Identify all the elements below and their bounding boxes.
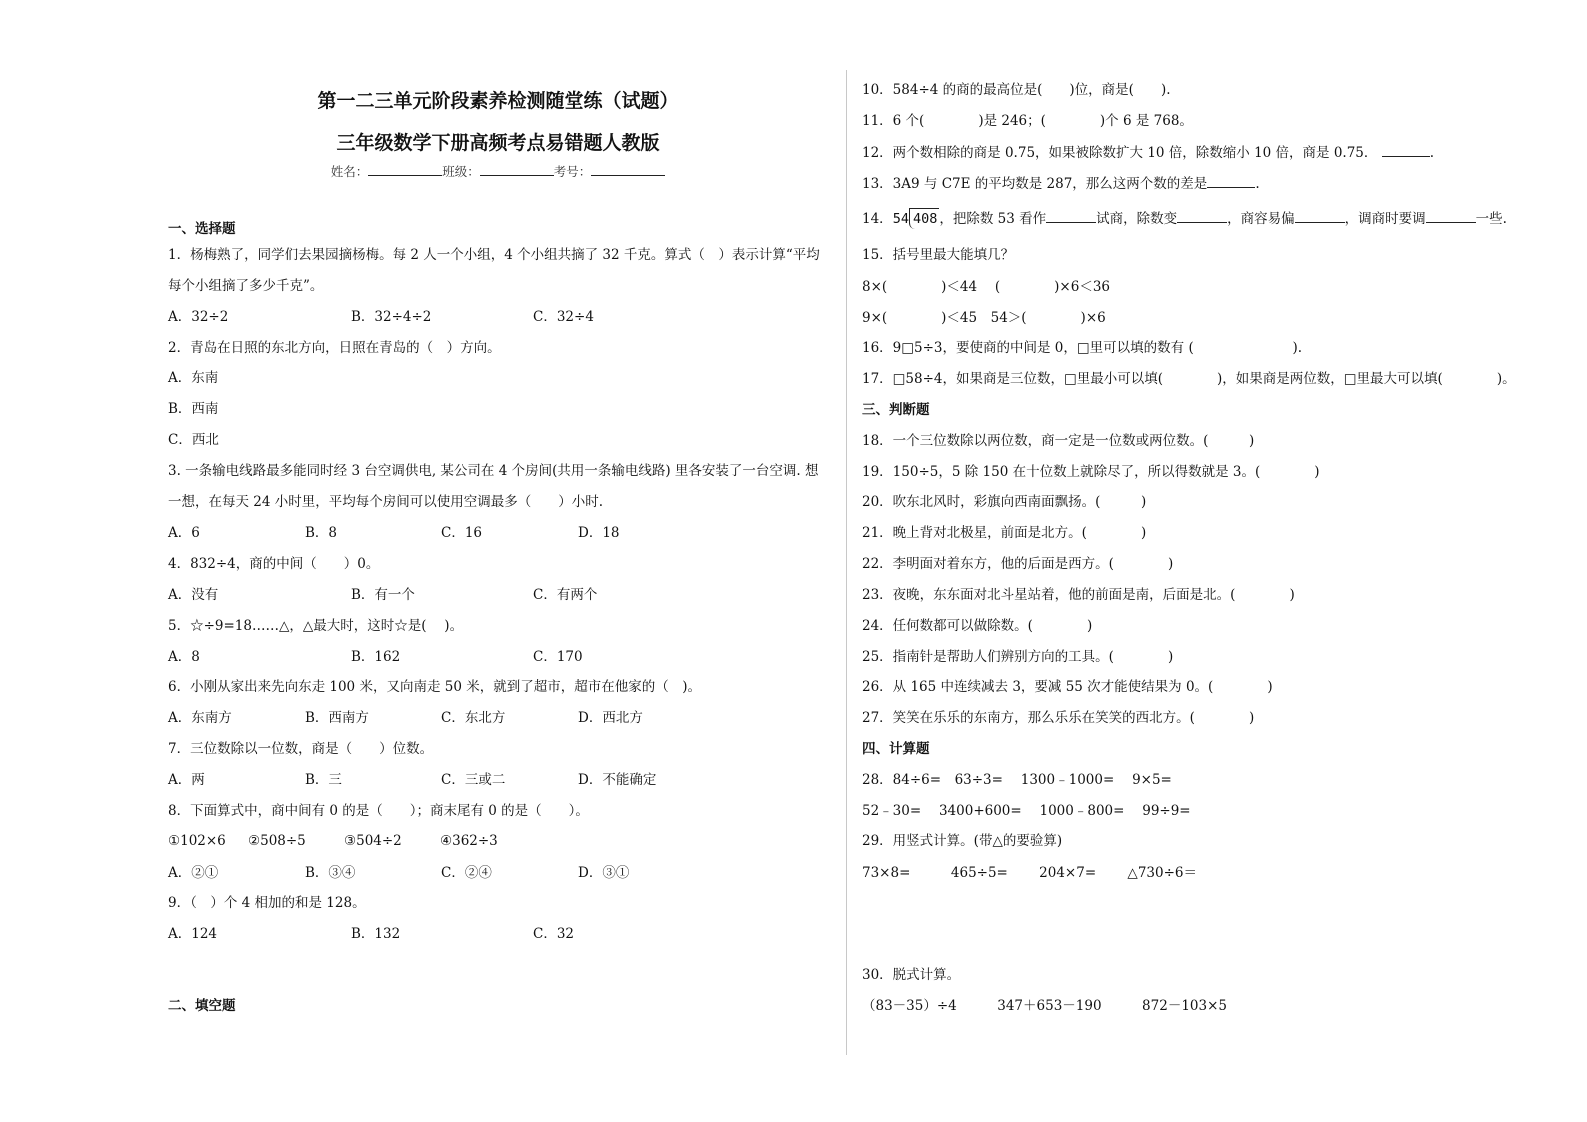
question-14 (862, 208, 1507, 229)
question-18: 18．一个三位数除以两位数，商一定是一位数或两位数。( ) (862, 433, 1255, 449)
q14-dividend: 408 (912, 211, 938, 227)
question-9: 9．（ ）个 4 相加的和是 128。 (168, 895, 366, 911)
column-divider (846, 70, 847, 1055)
question-26: 26．从 165 中连续减去 3，要减 55 次才能使结果为 0。( ) (862, 679, 1273, 695)
q13-end: . (1255, 176, 1260, 192)
q13-text: 13．3A9 与 C7E 的平均数是 287，那么这两个数的差是 (862, 176, 1208, 192)
q4-option-a[interactable]: A．没有 (168, 587, 219, 603)
q1-option-c[interactable]: C．32÷4 (533, 309, 594, 325)
question-2: 2．青岛在日照的东北方向，日照在青岛的（ ）方向。 (168, 340, 501, 356)
q14-number: 14． (862, 211, 893, 227)
page-subtitle: 三年级数学下册高频考点易错题人教版 (336, 132, 660, 154)
q4-option-c[interactable]: C．有两个 (533, 587, 598, 603)
question-1-line2: 每个小组摘了多少千克”。 (168, 278, 324, 294)
q7-option-b[interactable]: B．三 (305, 772, 342, 788)
q28-line-1: 28．84÷6= 63÷3= 1300﹣1000= 9×5= (862, 772, 1172, 788)
q2-option-b[interactable]: B．西南 (168, 401, 219, 417)
q12-blank[interactable] (1382, 144, 1430, 157)
q6-option-c[interactable]: C．东北方 (441, 710, 506, 726)
q15-line-2: 9×( )＜45 54＞( )×6 (862, 310, 1106, 326)
q15-line-1: 8×( )＜44 ( )×6＜36 (862, 279, 1111, 295)
q12-end: . (1429, 145, 1434, 161)
q3-option-d[interactable]: D．18 (578, 525, 620, 541)
question-11: 11．6 个( )是 246；( )个 6 是 768。 (862, 113, 1193, 129)
q2-option-c[interactable]: C．西北 (168, 432, 219, 448)
question-25: 25．指南针是帮助人们辨别方向的工具。( ) (862, 649, 1174, 665)
q14-text-e: 一些. (1475, 211, 1507, 227)
q8-option-d[interactable]: D．③① (578, 865, 630, 881)
question-5: 5．☆÷9=18……△，△最大时，这时☆是( )。 (168, 618, 464, 634)
q8-item-3: ③504÷2 (344, 833, 402, 849)
q8-option-a[interactable]: A．②① (168, 865, 219, 881)
question-17: 17．□58÷4，如果商是三位数，□里最小可以填( )，如果商是两位数，□里最大可以填( )。 (862, 371, 1516, 387)
question-27: 27．笑笑在乐乐的东南方，那么乐乐在笑笑的西北方。( ) (862, 710, 1255, 726)
q13-blank[interactable] (1207, 175, 1255, 188)
question-15: 15．括号里最大能填几？ (862, 247, 1015, 263)
question-20: 20．吹东北风时，彩旗向西南面飘扬。( ) (862, 494, 1147, 510)
question-29: 29．用竖式计算。(带△的要验算) (862, 833, 1063, 849)
q14-text-b: 试商，除数变 (1096, 211, 1178, 227)
q6-option-a[interactable]: A．东南方 (168, 710, 232, 726)
q9-option-c[interactable]: C．32 (533, 926, 575, 942)
q9-option-a[interactable]: A．124 (168, 926, 218, 942)
section-calculation: 四、计算题 (862, 741, 930, 757)
q14-blank-2[interactable] (1177, 210, 1227, 223)
q3-option-b[interactable]: B．8 (305, 525, 338, 541)
q6-option-d[interactable]: D．西北方 (578, 710, 643, 726)
exam-label: 考号： (553, 164, 592, 179)
question-24: 24．任何数都可以做除数。( ) (862, 618, 1093, 634)
question-3-line2: 一想，在每天 24 小时里，平均每个房间可以使用空调最多（ ）小时. (168, 494, 604, 510)
q14-text-c: ，商容易偏 (1227, 211, 1295, 227)
question-6: 6．小刚从家出来先向东走 100 米，又向南走 50 米，就到了超市，超市在他家的（ )。 (168, 679, 701, 695)
q9-option-b[interactable]: B．132 (351, 926, 401, 942)
question-7: 7．三位数除以一位数，商是（ ）位数。 (168, 741, 434, 757)
q8-item-2: ②508÷5 (248, 833, 306, 849)
question-12 (862, 144, 1434, 162)
q14-text-a: ，把除数 53 看作 (939, 211, 1047, 227)
division-bracket (909, 208, 939, 229)
q30-items: （83－35）÷4 347＋653－190 872－103×5 (862, 998, 1227, 1014)
question-10: 10．584÷4 的商的最高位是( )位，商是( ). (862, 82, 1171, 98)
q7-option-d[interactable]: D．不能确定 (578, 772, 657, 788)
question-19: 19．150÷5，5 除 150 在十位数上就除尽了，所以得数就是 3。( ) (862, 464, 1320, 480)
q4-option-b[interactable]: B．有一个 (351, 587, 415, 603)
question-8: 8．下面算式中，商中间有 0 的是（ ）；商末尾有 0 的是（ ）。 (168, 803, 589, 819)
section-choice: 一、选择题 (168, 221, 236, 237)
question-13 (862, 175, 1260, 193)
q1-option-a[interactable]: A．32÷2 (168, 309, 229, 325)
question-16: 16．9□5÷3，要使商的中间是 0，□里可以填的数有 ( ). (862, 340, 1303, 356)
q14-text-d: ，调商时要调 (1344, 211, 1426, 227)
question-3-line1: 3. 一条输电线路最多能同时经 3 台空调供电, 某公司在 4 个房间(共用一条输电线路) 里各安装了一台空调. 想 (168, 463, 819, 479)
class-label: 班级： (442, 164, 480, 179)
long-division (893, 208, 940, 229)
question-21: 21．晚上背对北极星，前面是北方。( ) (862, 525, 1147, 541)
q12-text: 12．两个数相除的商是 0.75，如果被除数扩大 10 倍，除数缩小 10 倍，商是 0.75． (862, 145, 1378, 161)
q5-option-b[interactable]: B．162 (351, 649, 401, 665)
question-30: 30．脱式计算。 (862, 967, 961, 983)
exam-blank[interactable] (591, 163, 665, 176)
question-23: 23．夜晚，东东面对北斗星站着，他的前面是南，后面是北。( ) (862, 587, 1295, 603)
q8-item-1: ①102×6 (168, 833, 226, 849)
q3-option-a[interactable]: A．6 (168, 525, 200, 541)
q14-blank-1[interactable] (1046, 210, 1096, 223)
q5-option-a[interactable]: A．8 (168, 649, 200, 665)
page-title: 第一二三单元阶段素养检测随堂练（试题） (317, 90, 679, 112)
question-1-line1: 1．杨梅熟了，同学们去果园摘杨梅。每 2 人一个小组，4 个小组共摘了 32 千克。算式（ ）表示计算“平均 (168, 247, 820, 263)
section-judgement: 三、判断题 (862, 402, 930, 418)
q29-items: 73×8= 465÷5= 204×7= △730÷6＝ (862, 865, 1197, 881)
q8-item-4: ④362÷3 (440, 833, 498, 849)
student-info (168, 162, 828, 180)
q7-option-a[interactable]: A．两 (168, 772, 205, 788)
q6-option-b[interactable]: B．西南方 (305, 710, 369, 726)
q2-option-a[interactable]: A．东南 (168, 370, 219, 386)
q7-option-c[interactable]: C．三或二 (441, 772, 506, 788)
q14-divisor: 54 (892, 211, 909, 227)
class-blank[interactable] (480, 163, 554, 176)
name-blank[interactable] (368, 163, 442, 176)
q3-option-c[interactable]: C．16 (441, 525, 483, 541)
q8-option-c[interactable]: C．②④ (441, 865, 492, 881)
q5-option-c[interactable]: C．170 (533, 649, 583, 665)
name-label: 姓名： (330, 164, 369, 179)
question-22: 22．李明面对着东方，他的后面是西方。( ) (862, 556, 1174, 572)
q1-option-b[interactable]: B．32÷4÷2 (351, 309, 432, 325)
section-fill-blank: 二、填空题 (168, 998, 236, 1014)
q28-line-2: 52﹣30= 3400+600= 1000﹣800= 99÷9= (862, 803, 1191, 819)
question-4: 4．832÷4，商的中间（ ）0。 (168, 556, 380, 572)
q8-option-b[interactable]: B．③④ (305, 865, 356, 881)
q14-blank-4[interactable] (1426, 210, 1476, 223)
q14-blank-3[interactable] (1295, 210, 1345, 223)
